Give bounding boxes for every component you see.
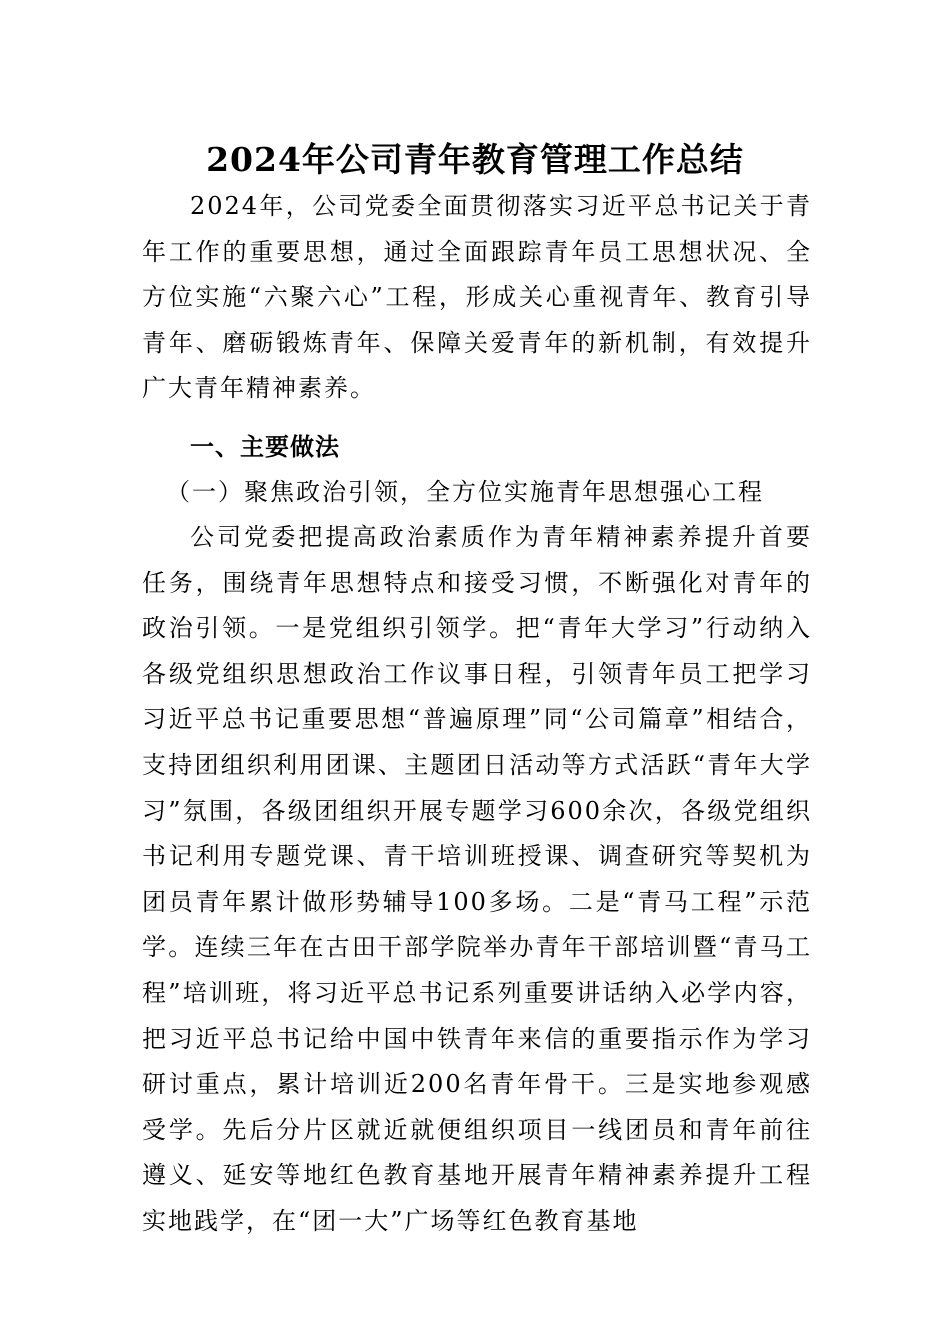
subsection-heading: （一）聚焦政治引领，全方位实施青年思想强心工程	[166, 478, 764, 506]
document-title: 2024年公司青年教育管理工作总结	[206, 140, 744, 179]
intro-paragraph: 2024年，公司党委全面贯彻落实习近平总书记关于青年工作的重要思想，通过全面跟踪青年员工思想状况、全方位实施“六聚六心”工程，形成关心重视青年、教育引导青年、磨砺锻炼青年、保障关爱青年的新机制，有效提升广大青年精神素养。	[142, 192, 812, 403]
section-heading: 一、主要做法	[190, 433, 340, 461]
body-paragraph: 公司党委把提高政治素质作为青年精神素养提升首要任务，围绕青年思想特点和接受习惯，不断强化对青年的政治引领。一是党组织引领学。把“青年大学习”行动纳入各级党组织思想政治工作议事日程，引领青年员工把学习习近平总书记重要思想“普遍原理”同“公司篇章”相结合，支持团组织利用团课、主题团日活动等方式活跃“青年大学习”氛围，各级团组织开展专题学习600余次，各级党组织书记利用专题党课、青干培训班授课、调查研究等契机为团员青年累计做形势辅导100多场。二是“青马工程”示范学。连续三年在古田干部学院举办青年干部培训暨“青马工程”培训班，将习近平总书记系列重要讲话纳入必学内容，把习近平总书记给中国中铁青年来信的重要指示作为学习研讨重点，累计培训近200名青年骨干。三是实地参观感受学。先后分片区就近就便组织项目一线团员和青年前往遵义、延安等地红色教育基地开展青年精神素养提升工程实地践学，在“团一大”广场等红色教育基地	[142, 523, 812, 1235]
